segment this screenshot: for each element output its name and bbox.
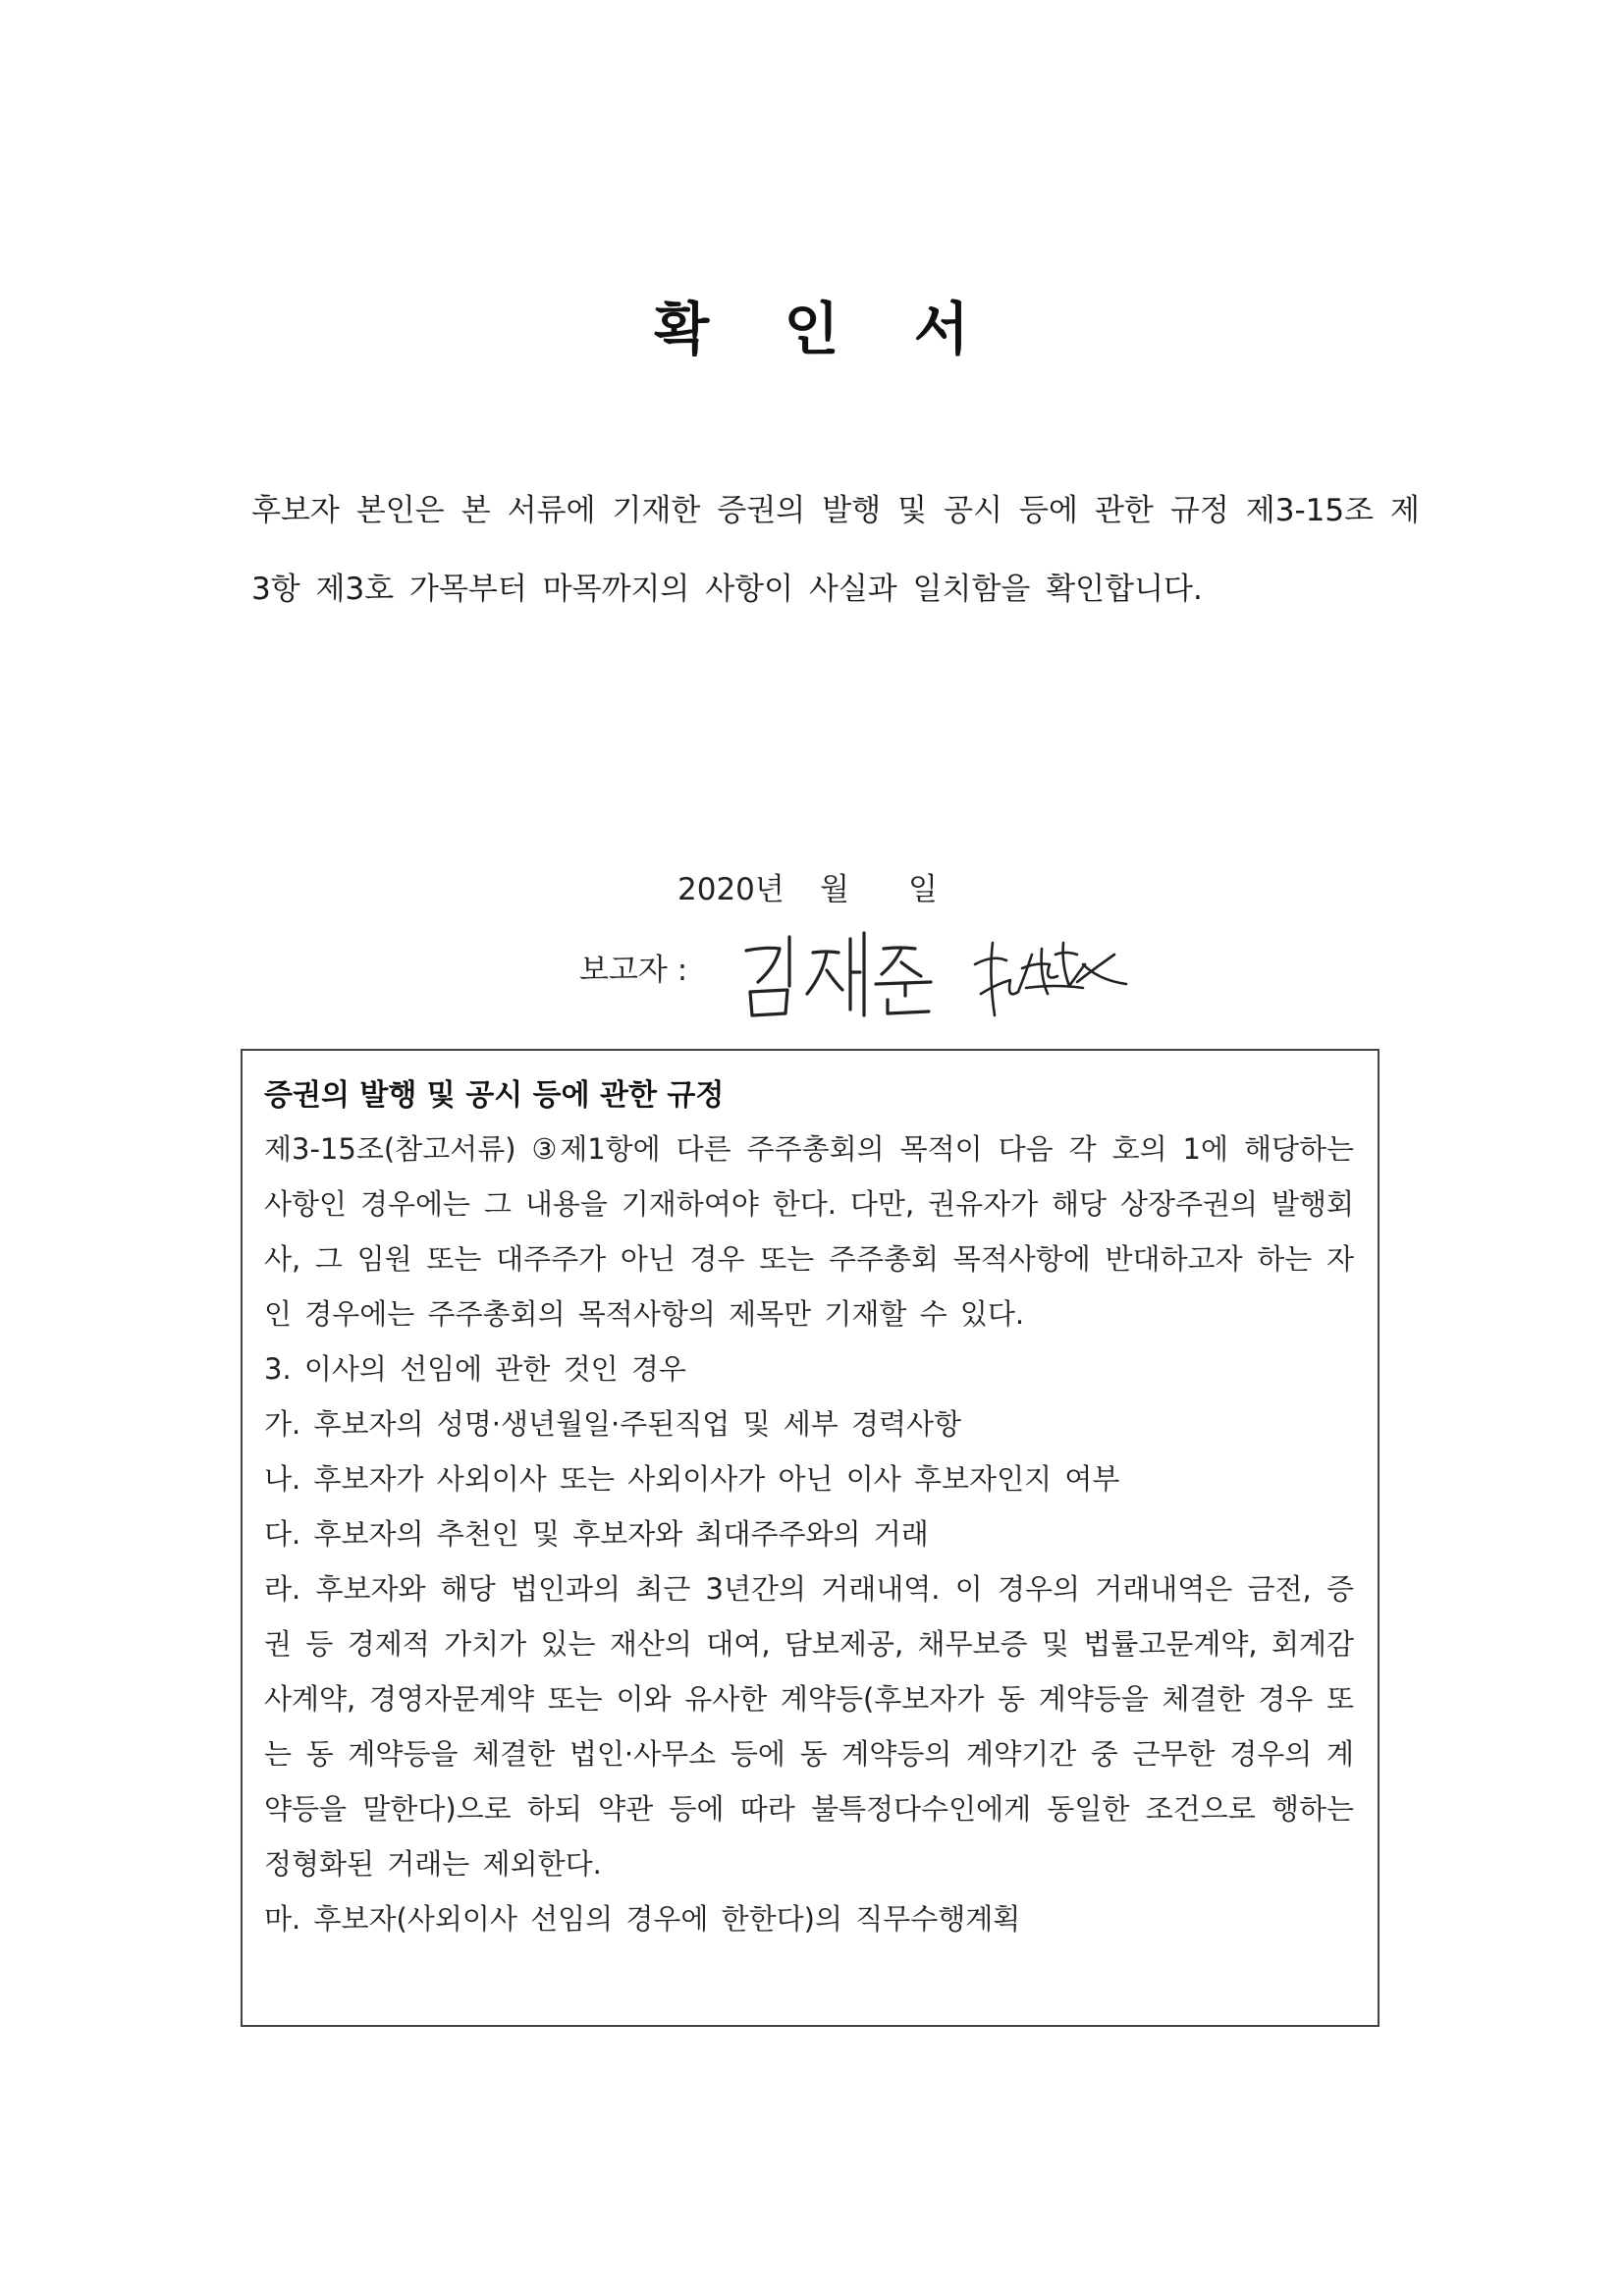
regulation-intro: 제3-15조(참고서류) ③제1항에 다른 주주총회의 목적이 다음 각 호의 1에 해당하는 사항인 경우에는 그 내용을 기재하여야 한다. 다만, 권유자가 해당 상장주권의 발행회사, 그 임원 또는 대주주가 아닌 경우 또는 주주총회 목적사항에 반대하고자 하는 자인 경우에는 주주총회의 목적사항의 제목만 기재할 수 있다. [264,1132,1354,1331]
regulation-item: 다. 후보자의 추천인 및 후보자와 최대주주와의 거래 [264,1517,929,1551]
date-day: 일 [908,872,938,907]
confirmation-statement: 후보자 본인은 본 서류에 기재한 증권의 발행 및 공시 등에 관한 규정 제3-15조 제3항 제3호 가목부터 마목까지의 사항이 사실과 일치함을 확인합니다. [251,493,1420,607]
page-title: 확 인 서 [654,296,997,362]
handwritten-name [736,923,943,1021]
reporter-label: 보고자 : [579,953,688,988]
regulation-item: 마. 후보자(사외이사 선임의 경우에 한한다)의 직무수행계획 [264,1902,1021,1936]
regulation-heading: 증권의 발행 및 공시 등에 관한 규정 [264,1078,725,1113]
date-year: 2020년 [677,872,784,907]
regulation-box [241,1049,1380,2027]
regulation-item: 가. 후보자의 성명·생년월일·주된직업 및 세부 경력사항 [264,1407,962,1441]
date-month: 월 [820,872,849,907]
regulation-item: 나. 후보자가 사외이사 또는 사외이사가 아닌 이사 후보자인지 여부 [264,1462,1120,1496]
regulation-item: 3. 이사의 선임에 관한 것인 경우 [264,1352,686,1386]
regulation-item: 라. 후보자와 해당 법인과의 최근 3년간의 거래내역. 이 경우의 거래내역은 금전, 증권 등 경제적 가치가 있는 재산의 대여, 담보제공, 채무보증 및 법률고문계약, 회계감사계약, 경영자문계약 또는 이와 유사한 계약등(후보자가 동 계약등을 체결한 경우 또는 동 계약등을 체결한 법인·사무소 등에 동 계약등의 계약기간 중 근무한 경우의 계약등을 말한다)으로 하되 약관 등에 따라 불특정다수인에게 동일한 조건으로 행하는 정형화된 거래는 제외한다. [264,1572,1354,1881]
signature-mark [967,925,1134,1023]
date-line [677,864,938,908]
